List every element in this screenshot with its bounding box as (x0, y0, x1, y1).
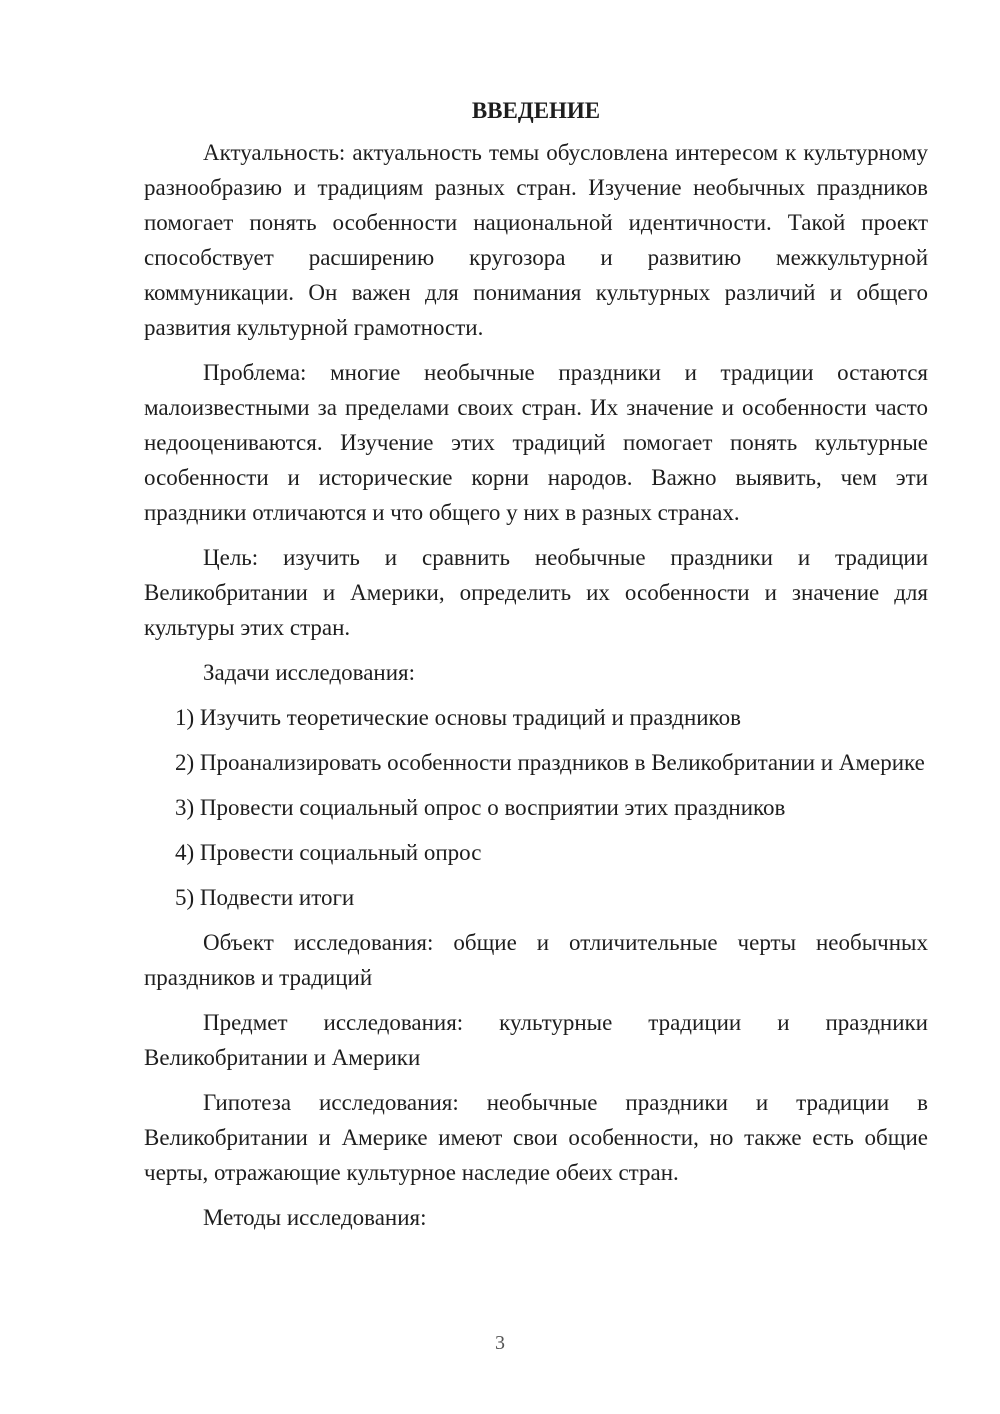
paragraph-hypothesis: Гипотеза исследования: необычные праздники и традиции в Великобритании и Америке имеют свои особенности, но также есть общие черты, отражающие культурное наследие обеих стран. (144, 1090, 928, 1185)
task-item-2: 2) Проанализировать особенности праздников в Великобритании и Америке (175, 750, 925, 775)
task-item-3: 3) Провести социальный опрос о восприятии этих праздников (175, 795, 786, 820)
tasks-heading: Задачи исследования: (203, 660, 416, 685)
paragraph-goal: Цель: изучить и сравнить необычные праздники и традиции Великобритании и Америки, определить их особенности и значение для культуры этих стран. (144, 545, 928, 640)
paragraph-relevance: Актуальность: актуальность темы обусловлена интересом к культурному разнообразию и традициям разных стран. Изучение необычных праздников помогает понять особенности национальной идентичности. Такой проект способствует расширению кругозора и развитию межкультурной коммуникации. Он важен для понимания культурных различий и общего развития культурной грамотности. (144, 140, 928, 340)
page-title: ВВЕДЕНИЕ (471, 98, 601, 123)
paragraph-object: Объект исследования: общие и отличительные черты необычных праздников и традиций (144, 930, 928, 990)
methods-heading: Методы исследования: (203, 1205, 427, 1230)
paragraph-subject: Предмет исследования: культурные традиции и праздники Великобритании и Америки (144, 1010, 928, 1070)
task-item-5: 5) Подвести итоги (175, 885, 355, 910)
task-item-1: 1) Изучить теоретические основы традиций и праздников (175, 705, 741, 730)
task-item-4: 4) Провести социальный опрос (175, 840, 482, 865)
paragraph-problem: Проблема: многие необычные праздники и традиции остаются малоизвестными за пределами своих стран. Их значение и особенности часто недооцениваются. Изучение этих традиций помогает понять культурные особенности и исторические корни народов. Важно выявить, чем эти праздники отличаются и что общего у них в разных странах. (144, 360, 928, 525)
page-content (144, 93, 928, 1245)
page-number: 3 (495, 1332, 505, 1354)
